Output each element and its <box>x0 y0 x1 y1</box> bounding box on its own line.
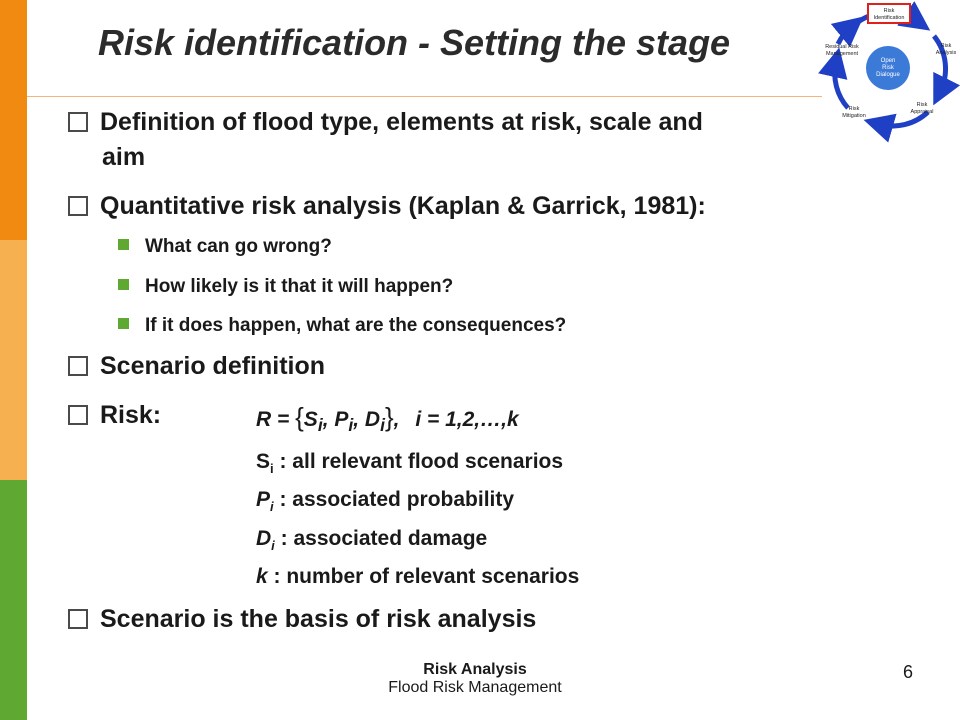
square-bullet-icon <box>118 318 129 329</box>
formula-d: D <box>364 408 381 431</box>
node-bottom-right-2: Appraisal <box>910 109 934 115</box>
sub-bullet-consequences <box>118 315 566 337</box>
sub-bullet-text: If it does happen, what are the consequences? <box>145 315 567 336</box>
center-label-2: Risk <box>882 65 894 71</box>
center-label-3: Dialogue <box>876 72 900 78</box>
risk-cycle-svg <box>818 0 960 150</box>
bullet-text: Risk: <box>100 401 162 429</box>
bullet-text: Scenario definition <box>100 352 326 380</box>
node-right-1: Risk <box>940 43 952 49</box>
def-var-d-sub: i <box>271 538 275 554</box>
bullet-definition <box>68 108 703 137</box>
def-var-d: D <box>256 527 272 550</box>
formula-open-brace: { <box>295 402 304 432</box>
bullet-text: Quantitative risk analysis (Kaplan & Garrick, 1981): <box>100 192 706 220</box>
slide-title: Risk identification - Setting the stage <box>98 22 731 63</box>
node-bottom-right-1: Risk <box>916 102 928 108</box>
bullet-text: Definition of flood type, elements at risk, scale and <box>100 108 703 136</box>
def-text-s: : all relevant flood scenarios <box>273 450 564 473</box>
def-probability <box>256 488 514 514</box>
formula-s-sub: i <box>317 415 323 436</box>
checkbox-bullet-icon <box>68 609 88 629</box>
center-label-1: Open <box>880 58 896 64</box>
sub-bullet-text: What can go wrong? <box>145 236 332 257</box>
sidebar-green <box>0 480 27 720</box>
square-bullet-icon <box>118 239 129 250</box>
sidebar-light-orange <box>0 240 27 480</box>
def-text-p: : associated probability <box>273 488 515 511</box>
def-text-k: : number of relevant scenarios <box>267 565 580 588</box>
sidebar-orange <box>0 0 27 240</box>
risk-formula <box>256 402 519 436</box>
formula-d-sub: i <box>380 415 385 436</box>
bullet-risk <box>68 401 161 430</box>
checkbox-bullet-icon <box>68 196 88 216</box>
checkbox-bullet-icon <box>68 112 88 132</box>
formula-comma-1: , <box>322 408 335 431</box>
page-number: 6 <box>903 662 914 682</box>
def-var-k: k <box>256 565 268 588</box>
node-right-2: Analysis <box>935 50 957 56</box>
square-bullet-icon <box>118 279 129 290</box>
node-top-2: Identification <box>873 15 905 21</box>
def-var-s: S <box>256 450 271 473</box>
formula-comma-2: , <box>353 408 365 431</box>
footer <box>300 661 650 697</box>
title-divider <box>27 96 822 97</box>
bullet-quantitative <box>68 192 706 221</box>
formula-s: S <box>303 408 318 431</box>
node-top-1: Risk <box>883 8 895 14</box>
node-left-2: Management <box>825 51 859 57</box>
bullet-text: Scenario is the basis of risk analysis <box>100 605 537 633</box>
formula-comma-3: , <box>393 408 406 431</box>
sub-bullet-likely <box>118 276 453 298</box>
footer-line-2: Flood Risk Management <box>388 679 562 696</box>
bullet-scenario-basis <box>68 605 536 634</box>
def-number <box>256 565 579 589</box>
sub-bullet-what <box>118 236 332 258</box>
checkbox-bullet-icon <box>68 356 88 376</box>
formula-close-brace: } <box>384 402 394 432</box>
def-damage <box>256 527 487 553</box>
def-var-s-sub: i <box>270 461 274 477</box>
formula-lhs: R = <box>256 408 296 431</box>
node-bottom-left-2: Mitigation <box>842 113 866 119</box>
node-bottom-left-1: Risk <box>848 106 860 112</box>
cycle-arrow-4 <box>835 62 848 108</box>
formula-index: i = 1,2,…,k <box>415 408 519 431</box>
def-var-p-sub: i <box>270 499 274 515</box>
def-scenarios <box>256 450 563 476</box>
sub-bullet-text: How likely is it that it will happen? <box>145 276 454 297</box>
node-left-1: Residual Risk <box>825 44 859 50</box>
risk-cycle-diagram <box>818 0 960 150</box>
bullet-scenario-definition <box>68 352 325 381</box>
def-var-p: P <box>256 488 271 511</box>
checkbox-bullet-icon <box>68 405 88 425</box>
formula-p-sub: i <box>348 415 354 436</box>
formula-p: P <box>334 408 349 431</box>
bullet-definition-continuation: aim <box>102 143 146 171</box>
def-text-d: : associated damage <box>274 527 488 550</box>
footer-line-1: Risk Analysis <box>423 661 527 678</box>
cycle-arrow-5 <box>838 26 852 44</box>
